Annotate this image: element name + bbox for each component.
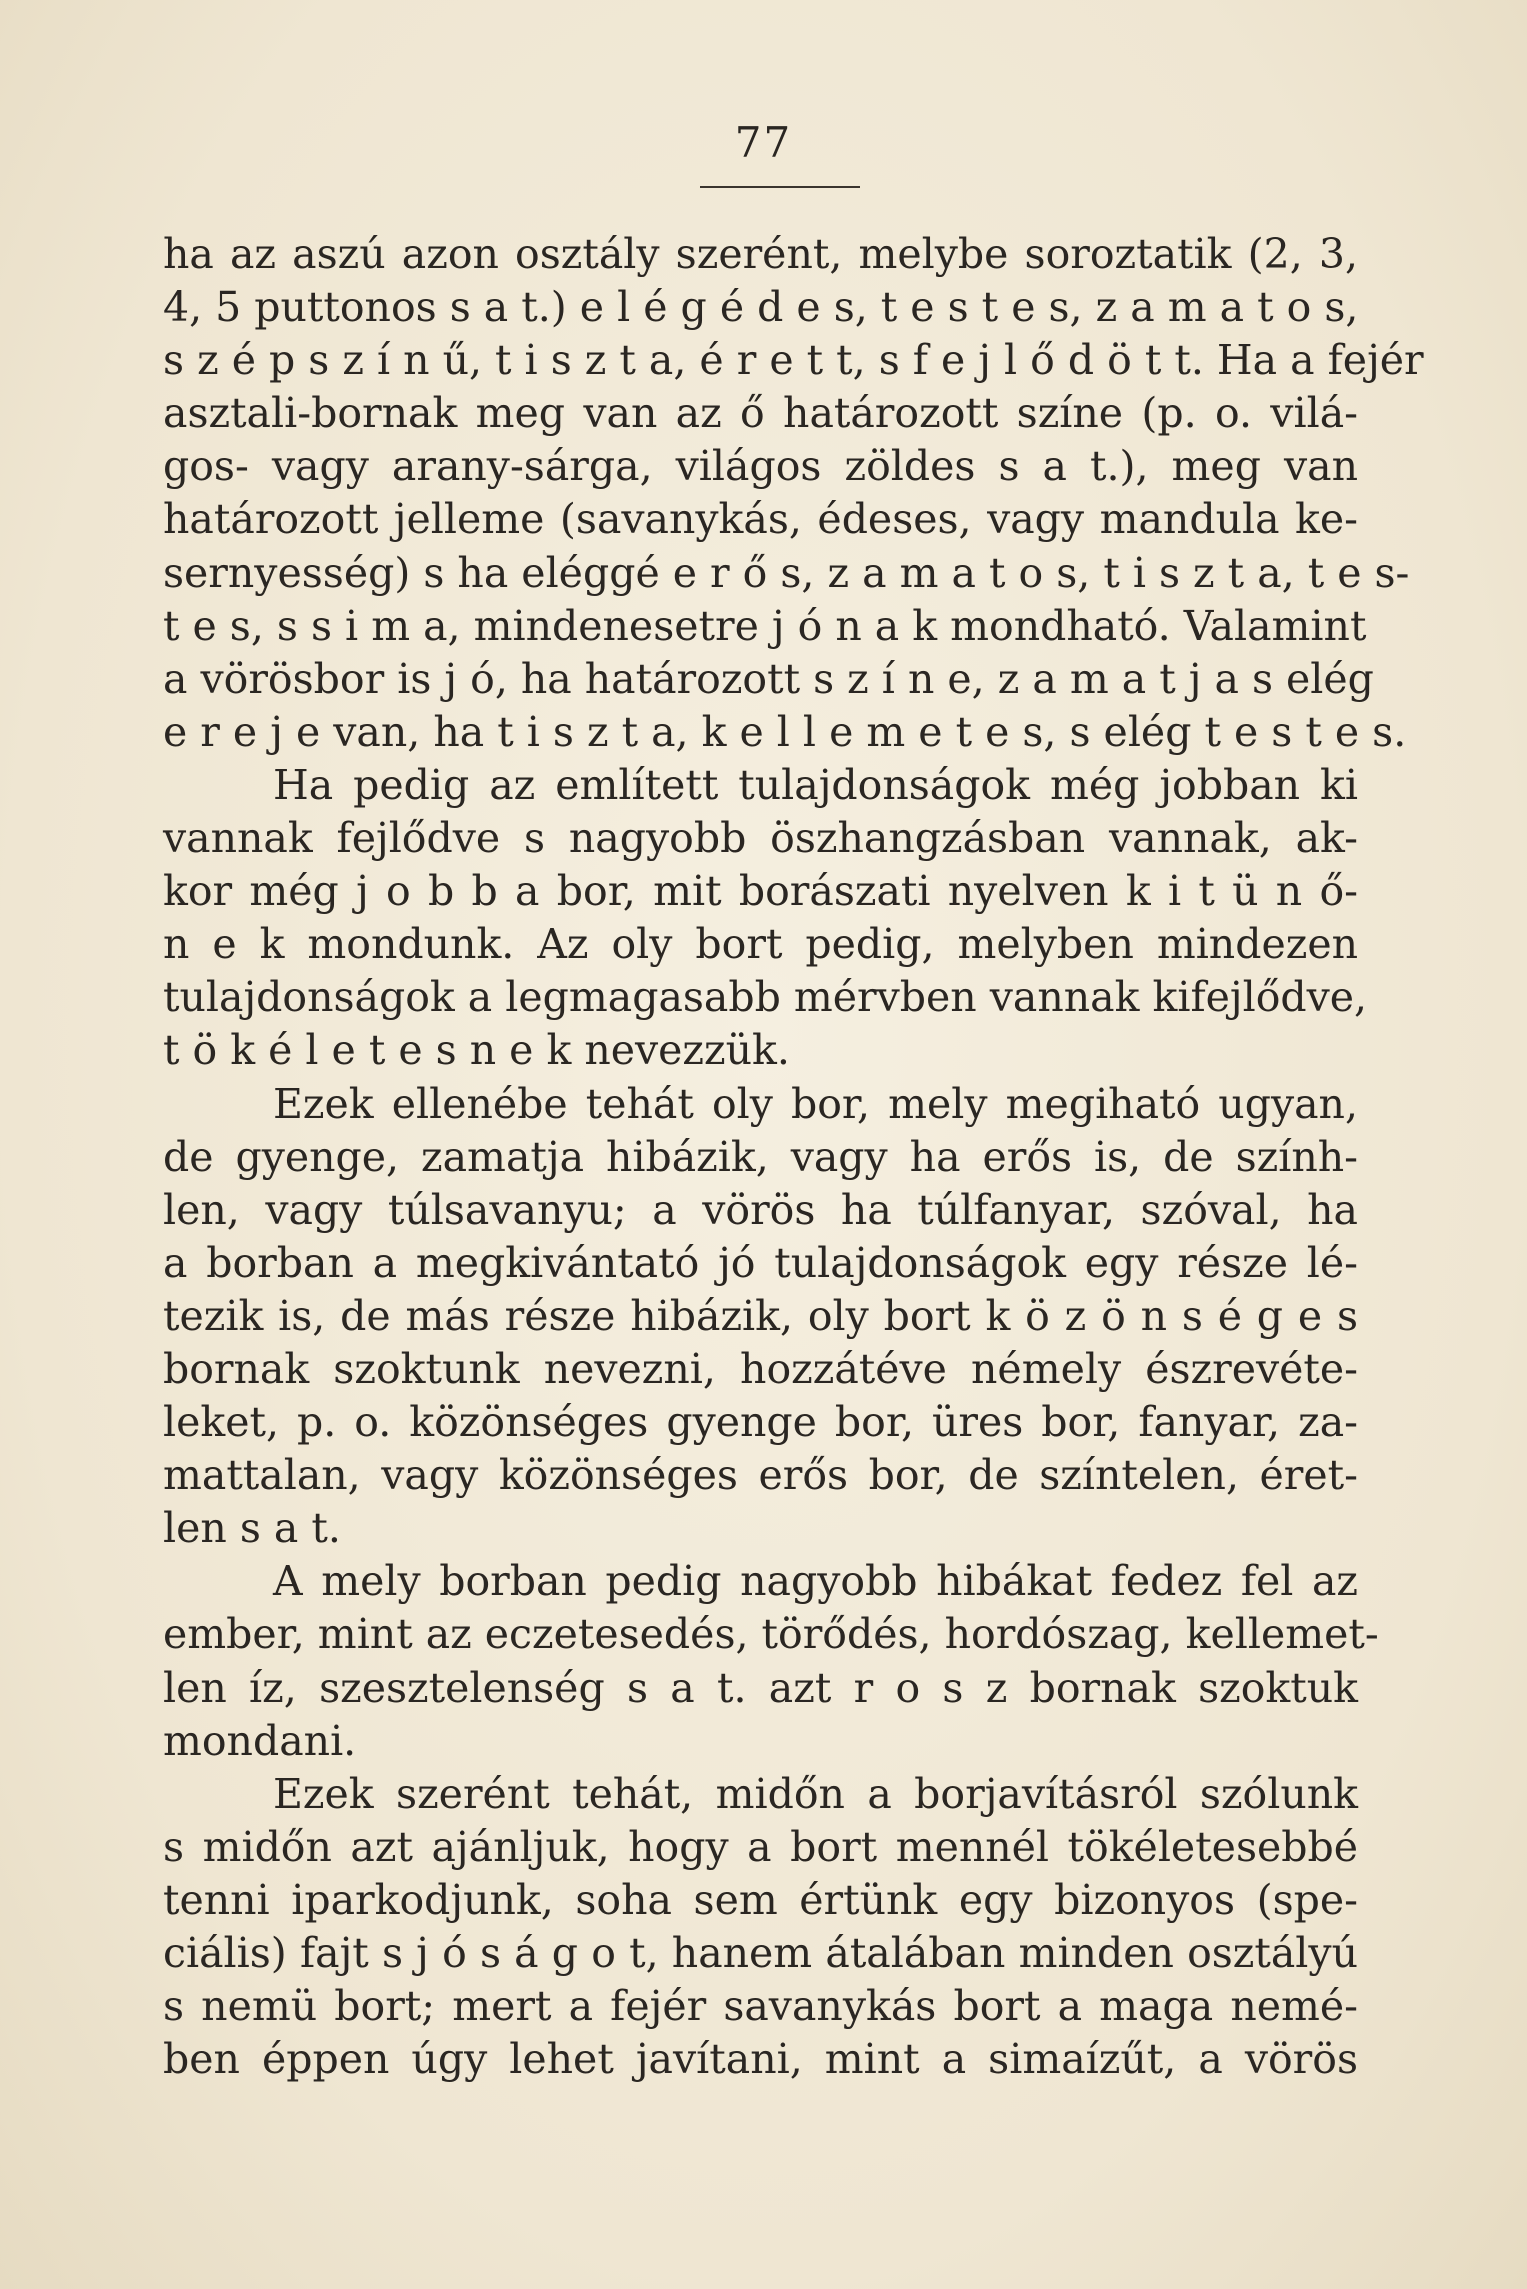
text-line: leket, p. o. közönséges gyenge bor, üres bor, fanyar, za-: [163, 1398, 1358, 1447]
text-line: asztali-bornak meg van az ő határozott színe (p. o. vilá-: [163, 389, 1358, 438]
text-line: de gyenge, zamatja hibázik, vagy ha erős is, de szính-: [163, 1132, 1358, 1181]
text-line: t ö k é l e t e s n e k nevezzük.: [163, 1026, 790, 1075]
text-line: 4, 5 puttonos s a t.) e l é g é d e s, t e s t e s, z a m a t o s,: [163, 283, 1359, 332]
text-line: len, vagy túlsavanyu; a vörös ha túlfanyar, szóval, ha: [163, 1185, 1358, 1234]
text-line: Ezek ellenébe tehát oly bor, mely megiható ugyan,: [273, 1079, 1358, 1128]
text-line: tenni iparkodjunk, soha sem értünk egy bizonyos (spe-: [163, 1875, 1358, 1924]
text-line: kor még j o b b a bor, mit borászati nyelven k i t ü n ő-: [163, 867, 1358, 916]
text-line: bornak szoktunk nevezni, hozzátéve némely észrevéte-: [163, 1344, 1358, 1393]
text-line: A mely borban pedig nagyobb hibákat fedez fel az: [273, 1557, 1358, 1606]
text-line: gos- vagy arany-sárga, világos zöldes s a t.), meg van: [163, 442, 1358, 491]
text-line: határozott jelleme (savanykás, édeses, vagy mandula ke-: [163, 495, 1358, 544]
text-line: ha az aszú azon osztály szerént, melybe soroztatik (2, 3,: [163, 230, 1358, 278]
text-line: e r e j e van, ha t i s z t a, k e l l e m e t e s, s elég t e s t e s.: [163, 707, 1407, 756]
text-line: a borban a megkivántató jó tulajdonságok egy része lé-: [163, 1238, 1358, 1287]
text-line: ben éppen úgy lehet javítani, mint a simaízűt, a vörös: [163, 2035, 1358, 2084]
text-line: mattalan, vagy közönséges erős bor, de színtelen, éret-: [163, 1451, 1358, 1500]
text-line: len íz, szesztelenség s a t. azt r o s z bornak szoktuk: [163, 1663, 1358, 1712]
text-line: tulajdonságok a legmagasabb mérvben vannak kifejlődve,: [163, 973, 1368, 1022]
text-line: vannak fejlődve s nagyobb öszhangzásban vannak, ak-: [163, 814, 1358, 863]
text-line: ciális) fajt s j ó s á g o t, hanem átalában minden osztályú: [163, 1929, 1358, 1977]
text-line: mondani.: [163, 1716, 357, 1765]
text-line: Ezek szerént tehát, midőn a borjavításról szólunk: [273, 1769, 1358, 1818]
text-line: sernyesség) s ha eléggé e r ő s, z a m a t o s, t i s z t a, t e s-: [163, 548, 1410, 597]
text-line: a vörösbor is j ó, ha határozott s z í n e, z a m a t j a s elég: [163, 654, 1374, 703]
page-number: 77: [734, 118, 793, 167]
text-line: s midőn azt ajánljuk, hogy a bort mennél tökéletesebbé: [163, 1822, 1358, 1871]
header-rule: [700, 186, 860, 188]
body-text: [163, 228, 1424, 2086]
text-line: s nemü bort; mert a fejér savanykás bort a maga nemé-: [163, 1982, 1358, 2031]
text-line: t e s, s s i m a, mindenesetre j ó n a k mondható. Valamint: [163, 601, 1367, 650]
text-line: tezik is, de más része hibázik, oly bort k ö z ö n s é g e s: [163, 1291, 1358, 1340]
text-line: n e k mondunk. Az oly bort pedig, melyben mindezen: [163, 920, 1358, 969]
text-line: Ha pedig az említett tulajdonságok még jobban ki: [273, 760, 1358, 809]
text-line: s z é p s z í n ű, t i s z t a, é r e t t, s f e j l ő d ö t t. Ha a fejér: [163, 336, 1424, 385]
text-line: ember, mint az eczetesedés, törődés, hordószag, kellemet-: [163, 1610, 1379, 1659]
text-line: len s a t.: [163, 1504, 341, 1553]
